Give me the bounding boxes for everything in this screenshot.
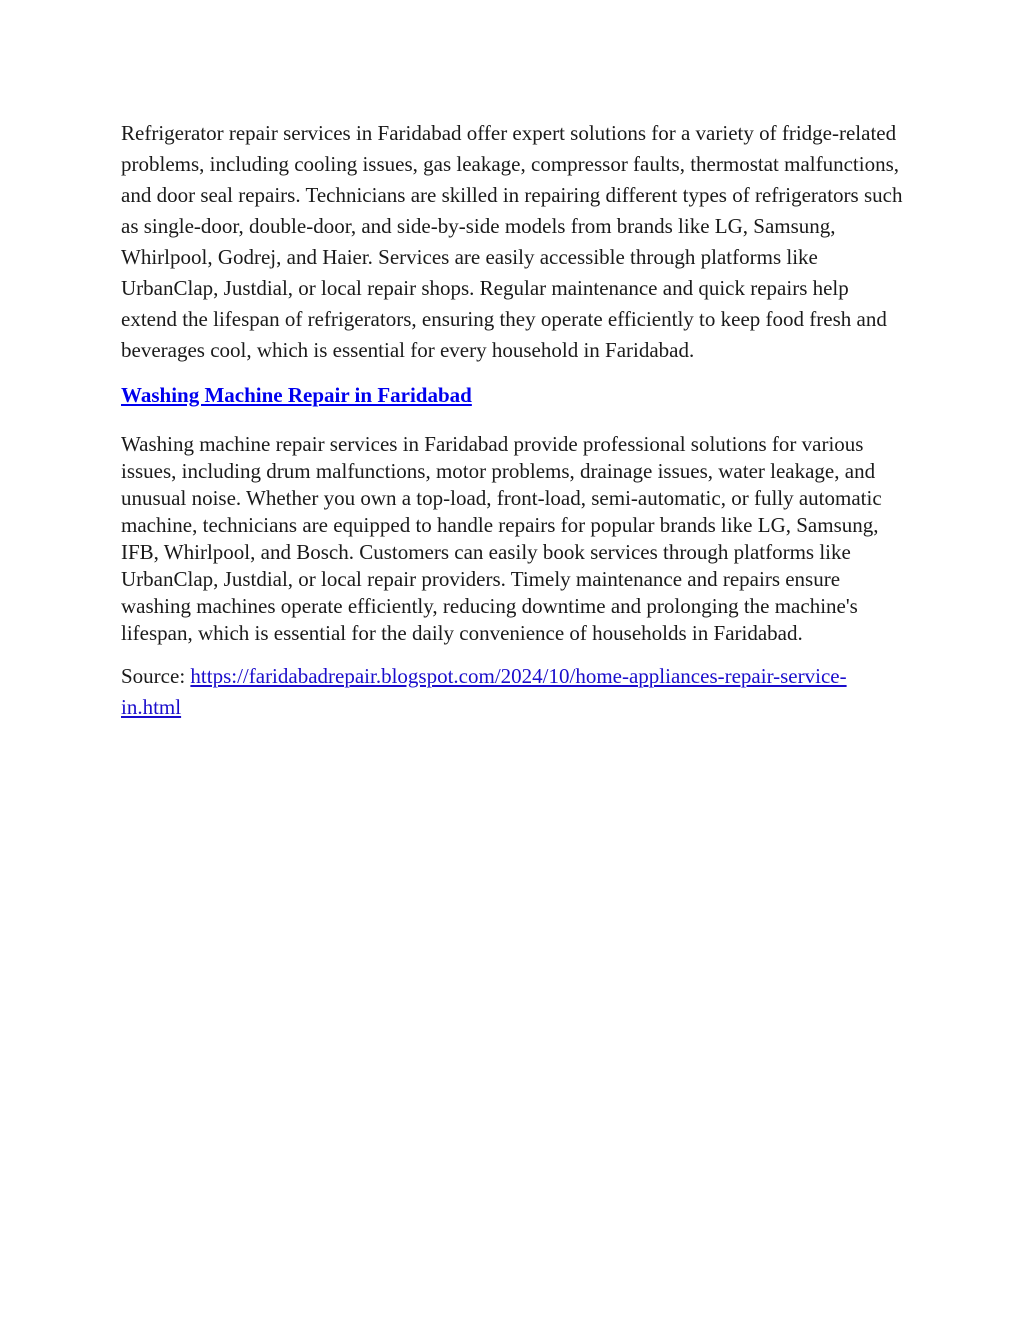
source-label: Source: [121,664,191,688]
document-body [121,118,906,723]
source-line [121,661,906,723]
washing-machine-repair-paragraph: Washing machine repair services in Faridabad provide professional solutions for various issues, including drum malfunctions, motor problems, drainage issues, water leakage, and unusual noise. Whether you own a top-load, front-load, semi-automatic, or fully automatic machine, technicians are equipped to handle repairs for popular brands like LG, Samsung, IFB, Whirlpool, and Bosch. Customers can easily book services through platforms like UrbanClap, Justdial, or local repair providers. Timely maintenance and repairs ensure washing machines operate efficiently, reducing downtime and prolonging the machine's lifespan, which is essential for the daily convenience of households in Faridabad. [121,432,882,645]
refrigerator-repair-paragraph: Refrigerator repair services in Faridabad offer expert solutions for a variety of fridge-related problems, including cooling issues, gas leakage, compressor faults, thermostat malfunctions, and door seal repairs. Technicians are skilled in repairing different types of refrigerators such as single-door, double-door, and side-by-side models from brands like LG, Samsung, Whirlpool, Godrej, and Haier. Services are easily accessible through platforms like UrbanClap, Justdial, or local repair shops. Regular maintenance and quick repairs help extend the lifespan of refrigerators, ensuring they operate efficiently to keep food fresh and beverages cool, which is essential for every household in Faridabad. [121,121,903,362]
source-url-link[interactable]: https://faridabadrepair.blogspot.com/2024/10/home-appliances-repair-service-in.html [121,664,847,719]
washing-machine-heading [121,381,906,409]
washing-machine-repair-link[interactable]: Washing Machine Repair in Faridabad [121,383,472,407]
